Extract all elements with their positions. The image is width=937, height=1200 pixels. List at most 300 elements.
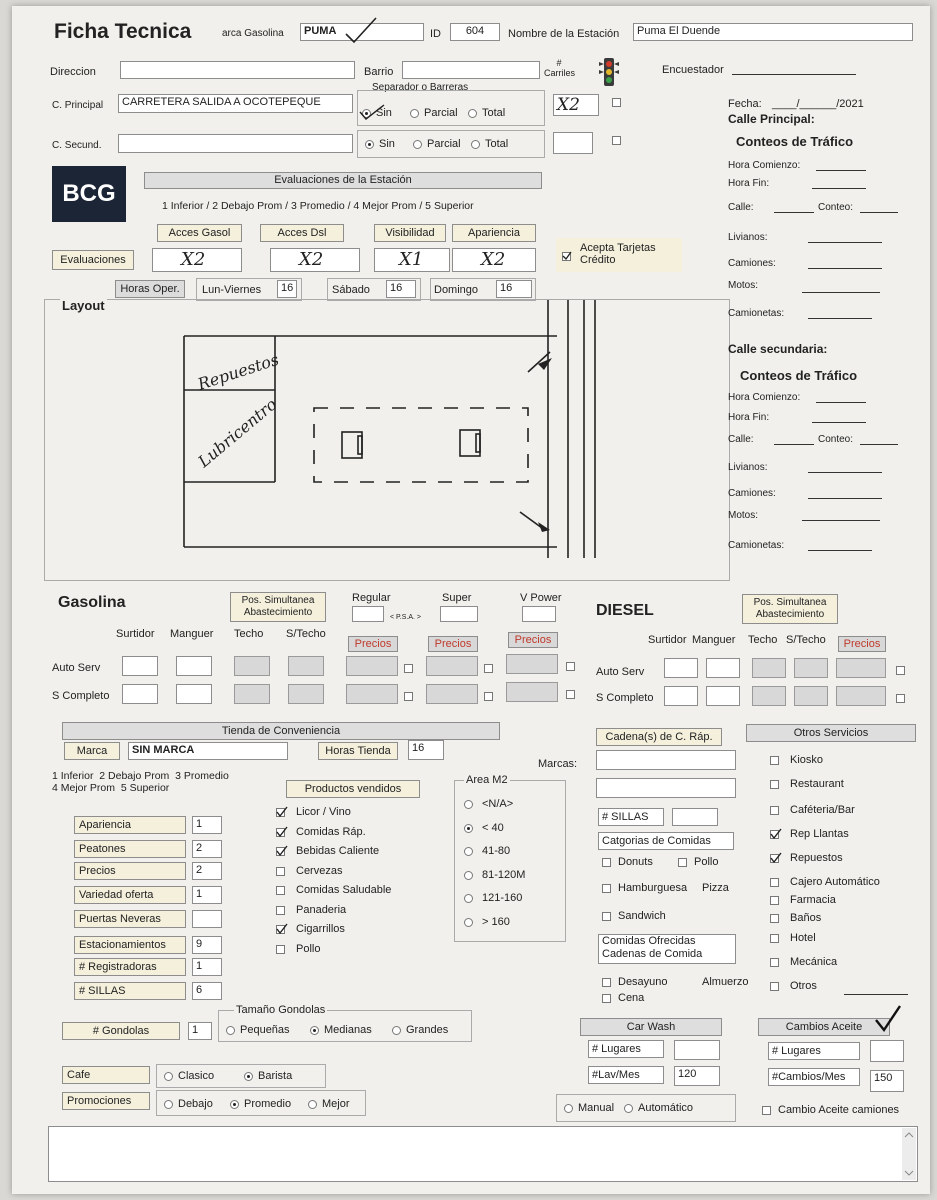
carriles-checkbox[interactable] (612, 98, 621, 107)
donuts-label: Donuts (618, 856, 653, 868)
manual-radio[interactable] (564, 1104, 573, 1113)
otros-label: Cajero Automático (790, 876, 880, 888)
promo-promedio-label: Promedio (244, 1098, 292, 1110)
cafe-label: Cafe (62, 1066, 150, 1084)
otros-label: Repuestos (790, 852, 843, 864)
cambios-mes-field[interactable]: 150 (870, 1070, 904, 1092)
rating-field[interactable]: 1 (192, 958, 222, 976)
direccion-field[interactable] (120, 61, 355, 79)
acces-gasol-label: Acces Gasol (157, 224, 242, 242)
check-icon (276, 806, 288, 818)
gas-sc-manguer[interactable] (176, 684, 212, 704)
check-icon (276, 845, 288, 857)
dsl-auto-surtidor[interactable] (664, 658, 698, 678)
otros-label: Kiosko (790, 754, 824, 766)
tienda-marca-label: Marca (64, 742, 120, 760)
area-radio[interactable] (464, 894, 473, 903)
marcas-field-2[interactable] (596, 778, 736, 798)
aceite-camiones-checkbox[interactable] (762, 1106, 771, 1115)
form-sheet (12, 6, 930, 1194)
barrio-label: Barrio (364, 66, 394, 78)
dsl-sc-precio[interactable] (836, 686, 886, 706)
gas-surtidor-label: Surtidor (116, 628, 155, 640)
regular-label: Regular (352, 592, 391, 604)
sep2-sin-label: Sin (379, 138, 395, 150)
comidas-ofrecidas-label: Comidas Ofrecidas Cadenas de Comida (598, 934, 736, 964)
sep2-parcial-radio[interactable] (413, 140, 422, 149)
hora-comienzo-label: Hora Comienzo: (728, 160, 801, 171)
gas-auto-techo[interactable] (234, 656, 270, 676)
otros-label: Mecánica (790, 956, 838, 968)
otros-label: Caféteria/Bar (790, 804, 855, 816)
tienda-marca-field[interactable]: SIN MARCA (128, 742, 288, 760)
livianos-label: Livianos: (728, 232, 768, 243)
comments-textarea[interactable] (48, 1126, 918, 1182)
promo-mejor-radio[interactable] (308, 1100, 317, 1109)
diesel-pos-sim-button[interactable]: Pos. Simultanea Abastecimiento (742, 594, 838, 624)
regular-psa-field[interactable] (352, 606, 384, 622)
area-radio[interactable] (464, 847, 473, 856)
horas-tienda-label: Horas Tienda (318, 742, 398, 760)
fecha-label: Fecha: (728, 98, 762, 110)
checkmark-icon (872, 1004, 902, 1034)
producto-checkbox[interactable] (276, 867, 285, 876)
sep-parcial-label: Parcial (424, 107, 458, 119)
area-option-label: 81-120M (482, 868, 526, 881)
super-label: Super (442, 592, 472, 604)
sep2-total-radio[interactable] (471, 140, 480, 149)
carwash-lugares-label: # Lugares (588, 1040, 664, 1058)
producto-label: Bebidas Caliente (296, 845, 380, 857)
carriles-field[interactable] (553, 94, 599, 116)
rating-label: Peatones (74, 840, 186, 858)
gas-sc-surtidor[interactable] (122, 684, 158, 704)
tamano-pequenas-radio[interactable] (226, 1026, 235, 1035)
lunvie-label: Lun-Viernes (202, 284, 262, 296)
conteo-label-2: Conteo: (818, 434, 854, 445)
rating-field[interactable]: 9 (192, 936, 222, 954)
csecund-field[interactable] (118, 134, 353, 153)
tienda-header: Tienda de Conveniencia (62, 722, 500, 740)
rating-field[interactable]: 2 (192, 840, 222, 858)
camiones-line[interactable] (808, 258, 882, 269)
rating-field[interactable]: 1 (192, 886, 222, 904)
cafe-barista-radio[interactable] (244, 1072, 253, 1081)
otros-label: Farmacia (790, 894, 836, 906)
rating-label: Apariencia (74, 816, 186, 834)
hora-comienzo-label-2: Hora Comienzo: (728, 392, 801, 403)
producto-label: Licor / Vino (296, 806, 351, 818)
visibilidad-label: Visibilidad (374, 224, 446, 242)
rating-label: # SILLAS (74, 982, 186, 1000)
vpower-psa-field[interactable] (522, 606, 556, 622)
hora-fin-line[interactable] (812, 178, 866, 189)
acces-gasol-field[interactable]: X2 (152, 248, 242, 272)
dsl-sc-manguer[interactable] (706, 686, 740, 706)
svg-text:Repuestos: Repuestos (195, 349, 282, 394)
producto-checkbox[interactable] (276, 945, 285, 954)
gas-auto-manguer[interactable] (176, 656, 212, 676)
gondolas-label: # Gondolas (62, 1022, 180, 1040)
sabado-label: Sábado (332, 284, 370, 296)
rating-field[interactable]: 1 (192, 816, 222, 834)
otros-checkbox[interactable] (770, 934, 779, 943)
layout-sketch (182, 300, 612, 560)
camionetas-label-2: Camionetas: (728, 540, 785, 551)
rating-field[interactable] (192, 910, 222, 928)
marcas-field-1[interactable] (596, 750, 736, 770)
check-icon (770, 852, 782, 864)
tamano-grandes-radio[interactable] (392, 1026, 401, 1035)
tamano-medianas-radio[interactable] (310, 1026, 319, 1035)
dsl-auto-techo[interactable] (752, 658, 786, 678)
carwash-header: Car Wash (580, 1018, 722, 1036)
cafe-clasico-radio[interactable] (164, 1072, 173, 1081)
promo-promedio-radio[interactable] (230, 1100, 239, 1109)
evaluaciones-scale: 1 Inferior / 2 Debajo Prom / 3 Promedio / 4 Mejor Prom / 5 Superior (162, 200, 474, 212)
area-option-label: < 40 (482, 821, 504, 834)
calle-line-2[interactable] (774, 434, 814, 445)
visibilidad-field[interactable]: X1 (374, 248, 450, 272)
area-option-label: 41-80 (482, 845, 511, 857)
otros-line[interactable] (844, 984, 908, 995)
csecund-label: C. Secund. (52, 140, 102, 151)
gas-sc-techo[interactable] (234, 684, 270, 704)
dsl-stecho-label: S/Techo (786, 634, 826, 646)
promo-mejor-label: Mejor (322, 1098, 350, 1110)
conteo-label: Conteo: (818, 202, 854, 213)
rating-field[interactable]: 2 (192, 862, 222, 880)
rating-label: # Registradoras (74, 958, 186, 976)
area-radio[interactable] (464, 800, 473, 809)
dsl-autoserv-label: Auto Serv (596, 666, 645, 678)
checkmark-icon (342, 16, 382, 46)
hamburguesa-label: Hamburguesa (618, 882, 688, 894)
cprincipal-field[interactable]: CARRETERA SALIDA A OCOTEPEQUE (118, 94, 353, 113)
otros-label: Otros (790, 980, 817, 992)
area-radio[interactable] (464, 918, 473, 927)
aceite-lugares-field[interactable] (870, 1040, 904, 1062)
motos-line[interactable] (802, 282, 880, 293)
area-option-label: 121-160 (482, 892, 523, 904)
camiones-line-2[interactable] (808, 488, 882, 499)
gas-sc-regular-check[interactable] (404, 692, 413, 701)
domingo-field[interactable]: 16 (496, 280, 532, 298)
conteo-line-2[interactable] (860, 434, 898, 445)
manual-label: Manual (578, 1102, 615, 1114)
barrio-field[interactable] (402, 61, 540, 79)
apariencia-label: Apariencia (452, 224, 536, 242)
marcas-label: Marcas: (538, 758, 578, 770)
rating-label: Precios (74, 862, 186, 880)
dsl-scompleto-label: S Completo (596, 692, 654, 704)
rating-field[interactable]: 6 (192, 982, 222, 1000)
horas-tienda-field[interactable]: 16 (408, 740, 444, 760)
super-psa-field[interactable] (440, 606, 478, 622)
camiones-label-2: Camiones: (728, 488, 776, 499)
pizza-label: Pizza (702, 882, 729, 894)
otros-header: Otros Servicios (746, 724, 916, 742)
check-icon (276, 923, 288, 935)
cprincipal-label: C. Principal (52, 100, 104, 111)
otros-checkbox[interactable] (770, 878, 779, 887)
conteos-title: Conteos de Tráfico (736, 134, 854, 149)
horas-oper-label: Horas Oper. (115, 280, 185, 298)
tamano-grandes-label: Grandes (406, 1024, 449, 1036)
dsl-auto-manguer[interactable] (706, 658, 740, 678)
dsl-sc-techo[interactable] (752, 686, 786, 706)
sabado-field[interactable]: 16 (386, 280, 416, 298)
scroll-up-icon[interactable] (904, 1132, 914, 1138)
gas-auto-regular-check[interactable] (404, 664, 413, 673)
dsl-sc-surtidor[interactable] (664, 686, 698, 706)
psa-label: < P.S.A. > (390, 614, 422, 621)
carriles2-checkbox[interactable] (612, 136, 621, 145)
check-icon (562, 251, 572, 261)
checkmark-icon (357, 102, 387, 122)
livianos-line[interactable] (808, 232, 882, 243)
categorias-label: Catgorias de Comidas (598, 832, 734, 850)
tamano-pequenas-label: Pequeñas (240, 1024, 290, 1036)
calle-principal-title: Calle Principal: (728, 112, 815, 126)
gasolina-title: Gasolina (58, 594, 126, 611)
desayuno-label: Desayuno (618, 976, 668, 988)
diesel-title: DIESEL (596, 602, 654, 619)
gas-sc-vpower[interactable] (506, 682, 558, 702)
almuerzo-label: Almuerzo (702, 976, 749, 988)
calle-label-2: Calle: (728, 434, 754, 445)
lavmes-field[interactable]: 120 (674, 1066, 720, 1086)
camionetas-label: Camionetas: (728, 308, 785, 319)
otros-label: Baños (790, 912, 822, 924)
motos-label: Motos: (728, 280, 759, 291)
gas-auto-surtidor[interactable] (122, 656, 158, 676)
traffic-light-icon (598, 56, 620, 90)
sep-total-label: Total (482, 107, 506, 119)
lunvie-field[interactable]: 16 (277, 280, 297, 298)
sandwich-label: Sandwich (618, 910, 666, 922)
evaluaciones-header: Evaluaciones de la Estación (144, 172, 542, 189)
scroll-down-icon[interactable] (904, 1170, 914, 1176)
livianos-label-2: Livianos: (728, 462, 768, 473)
layout-title: Layout (62, 298, 105, 313)
tarjetas-label: Acepta Tarjetas Crédito (580, 242, 656, 266)
hora-fin-line-2[interactable] (812, 412, 866, 423)
conteo-line[interactable] (860, 202, 898, 213)
dsl-techo-label: Techo (748, 634, 778, 646)
cadenas-sillas-label: # SILLAS (598, 808, 664, 826)
rating-label: Variedad oferta (74, 886, 186, 904)
cena-label: Cena (618, 992, 645, 1004)
producto-label: Cigarrillos (296, 923, 345, 935)
gondolas-field[interactable]: 1 (188, 1022, 212, 1040)
pollo-label: Pollo (694, 856, 719, 868)
gas-auto-stecho[interactable] (288, 656, 324, 676)
diesel-precios-button[interactable]: Precios (838, 636, 886, 652)
carwash-lugares-field[interactable] (674, 1040, 720, 1060)
gas-scompleto-label: S Completo (52, 690, 110, 702)
lavmes-label: #Lav/Mes (588, 1066, 664, 1084)
dsl-manguer-label: Manguer (692, 634, 736, 646)
donuts-checkbox[interactable] (602, 858, 611, 867)
promo-debajo-label: Debajo (178, 1098, 213, 1110)
encuestador-label: Encuestador (662, 64, 724, 76)
livianos-line-2[interactable] (808, 462, 882, 473)
hora-comienzo-line[interactable] (816, 160, 866, 171)
gas-techo-label: Techo (234, 628, 264, 640)
hora-fin-label-2: Hora Fin: (728, 412, 770, 423)
producto-label: Cervezas (296, 864, 343, 877)
gas-sc-super[interactable] (426, 684, 478, 704)
area-option-label: <N/A> (482, 798, 514, 810)
gas-auto-vpower-check[interactable] (566, 662, 575, 671)
producto-label: Panaderia (296, 903, 347, 916)
sandwich-checkbox[interactable] (602, 912, 611, 921)
sep2-sin-radio[interactable] (365, 140, 374, 149)
aceite-header: Cambios Aceite (758, 1018, 890, 1036)
promo-label: Promociones (62, 1092, 150, 1110)
gas-auto-super-check[interactable] (484, 664, 493, 673)
sep2-total-label: Total (485, 138, 509, 150)
aceite-lugares-label: # Lugares (768, 1042, 860, 1060)
station-name-label: Nombre de la Estación (508, 28, 620, 40)
gas-sc-vpower-check[interactable] (566, 690, 575, 699)
cafe-clasico-label: Clasico (178, 1070, 215, 1082)
domingo-label: Domingo (434, 284, 479, 296)
acces-dsl-field[interactable]: X2 (270, 248, 360, 272)
otros-label: Hotel (790, 932, 816, 944)
motos-line-2[interactable] (802, 510, 880, 521)
gas-manguer-label: Manguer (170, 628, 214, 640)
camionetas-line-2[interactable] (808, 540, 872, 551)
station-name-field[interactable]: Puma El Duende (633, 23, 913, 41)
pollo-checkbox[interactable] (678, 858, 687, 867)
automatico-label: Automático (638, 1102, 694, 1114)
encuestador-line[interactable] (732, 64, 856, 75)
automatico-radio[interactable] (624, 1104, 633, 1113)
id-field[interactable]: 604 (450, 23, 500, 41)
cambios-mes-label: #Cambios/Mes (768, 1068, 860, 1086)
tamano-label: Tamaño Gondolas (236, 1004, 326, 1016)
vpower-label: V Power (520, 592, 562, 604)
carriles2-field[interactable] (553, 132, 593, 154)
separador-label: Separador o Barreras (372, 82, 469, 93)
otros-label: Rep Llantas (790, 828, 849, 840)
direccion-label: Direccion (50, 66, 96, 78)
otros-checkbox[interactable] (770, 780, 779, 789)
otros-checkbox[interactable] (770, 896, 779, 905)
check-icon (770, 828, 782, 840)
rating-label: Puertas Neveras (74, 910, 186, 928)
dsl-sc-stecho[interactable] (794, 686, 828, 706)
hora-fin-label: Hora Fin: (728, 178, 770, 189)
motos-label-2: Motos: (728, 510, 759, 521)
sep2-parcial-label: Parcial (427, 138, 461, 150)
otros-checkbox[interactable] (770, 806, 779, 815)
camiones-label: Camiones: (728, 258, 776, 269)
super-precios-button[interactable]: Precios (428, 636, 478, 652)
page-title: Ficha Tecnica (54, 20, 192, 43)
gas-sc-super-check[interactable] (484, 692, 493, 701)
area-option-label: > 160 (482, 915, 510, 928)
hamburguesa-checkbox[interactable] (602, 884, 611, 893)
gas-auto-vpower[interactable] (506, 654, 558, 674)
producto-label: Pollo (296, 942, 321, 955)
vpower-precios-button[interactable]: Precios (508, 632, 558, 648)
gas-sc-stecho[interactable] (288, 684, 324, 704)
cadenas-header: Cadena(s) de C. Ráp. (596, 728, 722, 746)
producto-label: Comidas Ráp. (296, 825, 366, 838)
marca-field[interactable]: PUMA (300, 23, 424, 41)
producto-checkbox[interactable] (276, 886, 285, 895)
area-header: Area M2 (466, 774, 508, 786)
gas-sc-regular[interactable] (346, 684, 398, 704)
dsl-surtidor-label: Surtidor (648, 634, 687, 646)
sep-sin-label: Sin (376, 107, 392, 119)
dsl-sc-check[interactable] (896, 694, 905, 703)
otros-checkbox[interactable] (770, 982, 779, 991)
marca-label: arca Gasolina (222, 28, 284, 39)
tienda-scale: 1 Inferior 2 Debajo Prom 3 Promedio 4 Mejor Prom 5 Superior (52, 770, 229, 794)
producto-checkbox[interactable] (276, 906, 285, 915)
sep-total-radio[interactable] (468, 109, 477, 118)
evaluaciones-button[interactable]: Evaluaciones (52, 250, 134, 270)
hora-comienzo-line-2[interactable] (816, 392, 866, 403)
carriles-hand-value: X2 (557, 95, 580, 115)
carriles-label: # Carriles (544, 58, 576, 78)
area-radio[interactable] (464, 871, 473, 880)
check-icon (276, 826, 288, 838)
sep-parcial-radio[interactable] (410, 109, 419, 118)
acces-dsl-label: Acces Dsl (260, 224, 344, 242)
area-radio[interactable] (464, 824, 473, 833)
id-label: ID (430, 28, 441, 40)
conteos-title-2: Conteos de Tráfico (740, 368, 858, 383)
otros-checkbox[interactable] (770, 958, 779, 967)
cafe-barista-label: Barista (258, 1070, 293, 1082)
apariencia-field[interactable]: X2 (452, 248, 536, 272)
promo-debajo-radio[interactable] (164, 1100, 173, 1109)
cena-checkbox[interactable] (602, 994, 611, 1003)
otros-checkbox[interactable] (770, 756, 779, 765)
camionetas-line[interactable] (808, 308, 872, 319)
svg-text:Lubricentro: Lubricentro (194, 394, 281, 472)
otros-checkbox[interactable] (770, 914, 779, 923)
gasolina-pos-sim-button[interactable]: Pos. Simultanea Abastecimiento (230, 592, 326, 622)
gas-auto-super[interactable] (426, 656, 478, 676)
otros-label: Restaurant (790, 778, 844, 790)
producto-label: Comidas Saludable (296, 884, 392, 896)
aceite-camiones-label: Cambio Aceite camiones (778, 1104, 900, 1116)
tamano-medianas-label: Medianas (324, 1024, 372, 1036)
bcg-logo: BCG (52, 166, 126, 222)
gas-stecho-label: S/Techo (286, 628, 326, 640)
calle-line[interactable] (774, 202, 814, 213)
dsl-auto-stecho[interactable] (794, 658, 828, 678)
desayuno-checkbox[interactable] (602, 978, 611, 987)
gas-auto-regular[interactable] (346, 656, 398, 676)
calle-secundaria-title: Calle secundaria: (728, 342, 828, 356)
gas-autoserv-label: Auto Serv (52, 662, 101, 674)
dsl-auto-precio[interactable] (836, 658, 886, 678)
productos-header: Productos vendidos (286, 780, 420, 798)
regular-precios-button[interactable]: Precios (348, 636, 398, 652)
dsl-auto-check[interactable] (896, 666, 905, 675)
calle-label: Calle: (728, 202, 754, 213)
rating-label: Estacionamientos (74, 936, 186, 954)
cadenas-sillas-field[interactable] (672, 808, 718, 826)
fecha-value: ____/______/2021 (772, 98, 864, 110)
